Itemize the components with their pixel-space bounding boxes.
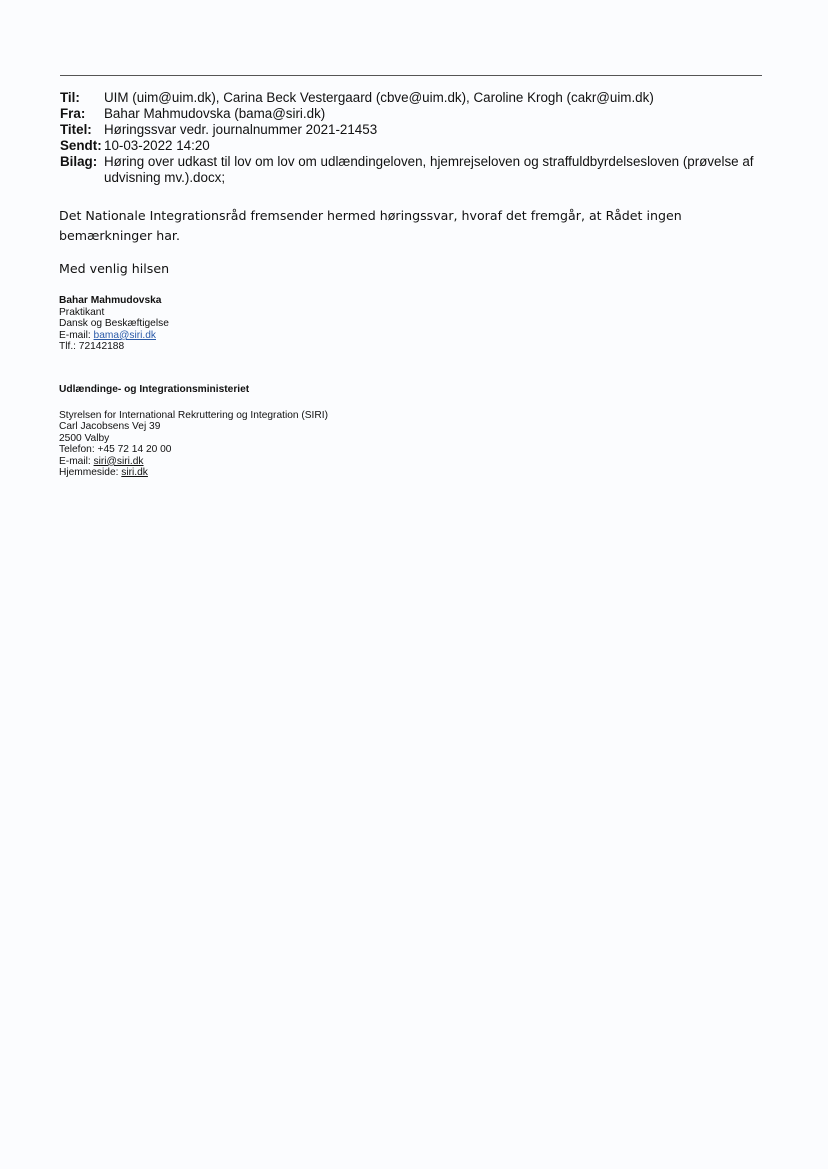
agency-phone: Telefon: +45 72 14 20 00 bbox=[59, 444, 172, 456]
attachment-label: Bilag: bbox=[60, 154, 98, 169]
to-label: Til: bbox=[60, 90, 80, 105]
signature-email-row bbox=[59, 330, 459, 342]
agency-website-link[interactable]: siri.dk bbox=[121, 467, 148, 479]
signature-name: Bahar Mahmudovska bbox=[59, 295, 162, 306]
subject-value: Høringssvar vedr. journalnummer 2021-21453 bbox=[104, 122, 378, 137]
from-value: Bahar Mahmudovska (bama@siri.dk) bbox=[104, 106, 326, 121]
from-row bbox=[60, 106, 760, 122]
email-body: Det Nationale Integrationsråd fremsender hermed høringssvar, hvoraf det fremgår, at Rådet ingen bemærkninger har. bbox=[59, 208, 682, 243]
signature-block bbox=[59, 295, 459, 353]
sent-row bbox=[60, 138, 760, 154]
email-closing: Med venlig hilsen bbox=[59, 261, 170, 276]
agency-email-link[interactable]: siri@siri.dk bbox=[93, 455, 144, 467]
agency-city: 2500 Valby bbox=[59, 432, 110, 444]
from-label: Fra: bbox=[60, 106, 86, 121]
agency-email-row bbox=[59, 456, 479, 467]
attachment-row bbox=[60, 154, 760, 186]
subject-row bbox=[60, 122, 760, 138]
agency-street: Carl Jacobsens Vej 39 bbox=[59, 421, 161, 433]
to-row bbox=[60, 90, 760, 106]
attachment-value: Høring over udkast til lov om lov om udlændingeloven, hjemrejseloven og straffuldbyrdelsesloven (prøvelse af udvisning mv.).docx; bbox=[104, 154, 754, 185]
sent-label: Sendt: bbox=[60, 138, 102, 153]
signature-email-link[interactable]: bama@siri.dk bbox=[93, 329, 156, 341]
signature-department: Dansk og Beskæftigelse bbox=[59, 318, 169, 330]
signature-phone: Tlf.: 72142188 bbox=[59, 341, 125, 353]
agency-website-label: Hjemmeside: bbox=[59, 467, 119, 479]
agency-name: Styrelsen for International Rekruttering og Integration (SIRI) bbox=[59, 410, 328, 421]
signature-title: Praktikant bbox=[59, 306, 105, 318]
subject-label: Titel: bbox=[60, 122, 92, 137]
ministry-name: Udlændinge- og Integrationsministeriet bbox=[59, 384, 250, 395]
agency-email-label: E-mail: bbox=[59, 455, 91, 467]
signature-email-label: E-mail: bbox=[59, 329, 91, 341]
sent-value: 10-03-2022 14:20 bbox=[104, 138, 210, 153]
agency-block bbox=[59, 410, 479, 478]
header-divider bbox=[60, 75, 762, 76]
email-header bbox=[60, 90, 760, 186]
agency-website-row bbox=[59, 467, 479, 478]
to-value: UIM (uim@uim.dk), Carina Beck Vestergaard (cbve@uim.dk), Caroline Krogh (cakr@uim.dk) bbox=[104, 90, 654, 105]
